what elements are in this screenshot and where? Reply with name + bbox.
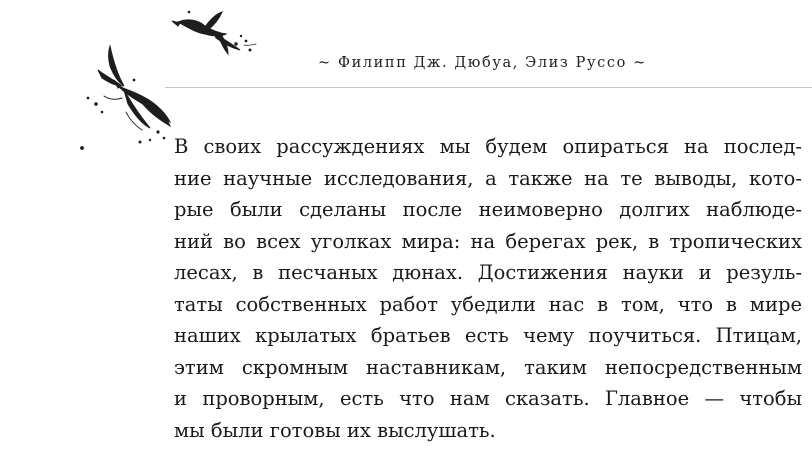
body-line: таты собственных работ убедили нас в том, что в мире (174, 292, 802, 316)
body-line: рые были сделаны после неимоверно долгих наблюде- (174, 198, 802, 221)
body-line: мы были готовы их выслушать. (174, 418, 496, 442)
body-paragraph (174, 131, 802, 446)
body-line: и проворным, есть что нам сказать. Главное — чтобы (174, 387, 802, 410)
body-line: ний во всех уголках мира: на берегах рек, в тропических (174, 229, 802, 253)
body-line: этим скромным наставникам, таким непосредственным (174, 355, 802, 379)
body-line: В своих рассуждениях мы будем опираться на послед- (174, 135, 802, 158)
body-line: лесах, в песчаных дюнах. Достижения науки и резуль- (174, 261, 802, 284)
body-line: наших крылатых братьев есть чему поучиться. Птицам, (174, 324, 802, 347)
body-line: ние научные исследования, а также на те выводы, кото- (174, 166, 802, 190)
running-header: ~ Филипп Дж. Дюбуа, Элиз Руссо ~ (318, 55, 647, 71)
